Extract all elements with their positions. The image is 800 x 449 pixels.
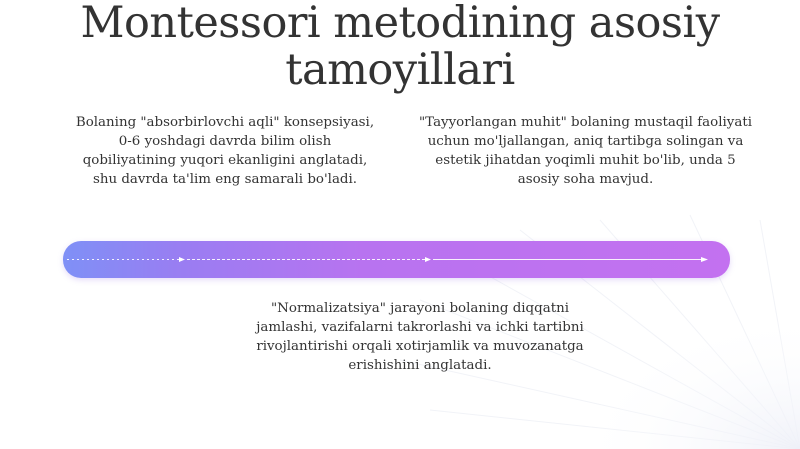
timeline-bar <box>63 241 730 278</box>
timeline-arrows <box>63 241 730 278</box>
page-title: Montessori metodining asosiy tamoyillari <box>80 0 720 95</box>
principle-absorbent-mind: Bolaning "absorbirlovchi aqli" konsepsiyasi, 0-6 yoshdagi davrda bilim olish qobiliyatining yuqori ekanligini anglatadi, shu davrda ta'lim eng samarali bo'ladi. <box>75 115 375 187</box>
principle-normalization: "Normalizatsiya" jarayoni bolaning diqqatni jamlashi, vazifalarni takrorlashi va ichki tartibni rivojlantirishi orqali xotirjamlik va muvozanatga erishishini anglatadi. <box>256 301 584 373</box>
principle-prepared-environment: "Tayyorlangan muhit" bolaning mustaqil faoliyati uchun mo'ljallangan, aniq tartibga solingan va estetik jihatdan yoqimli muhit bo'lib, unda 5 asosiy soha mavjud. <box>419 115 752 187</box>
